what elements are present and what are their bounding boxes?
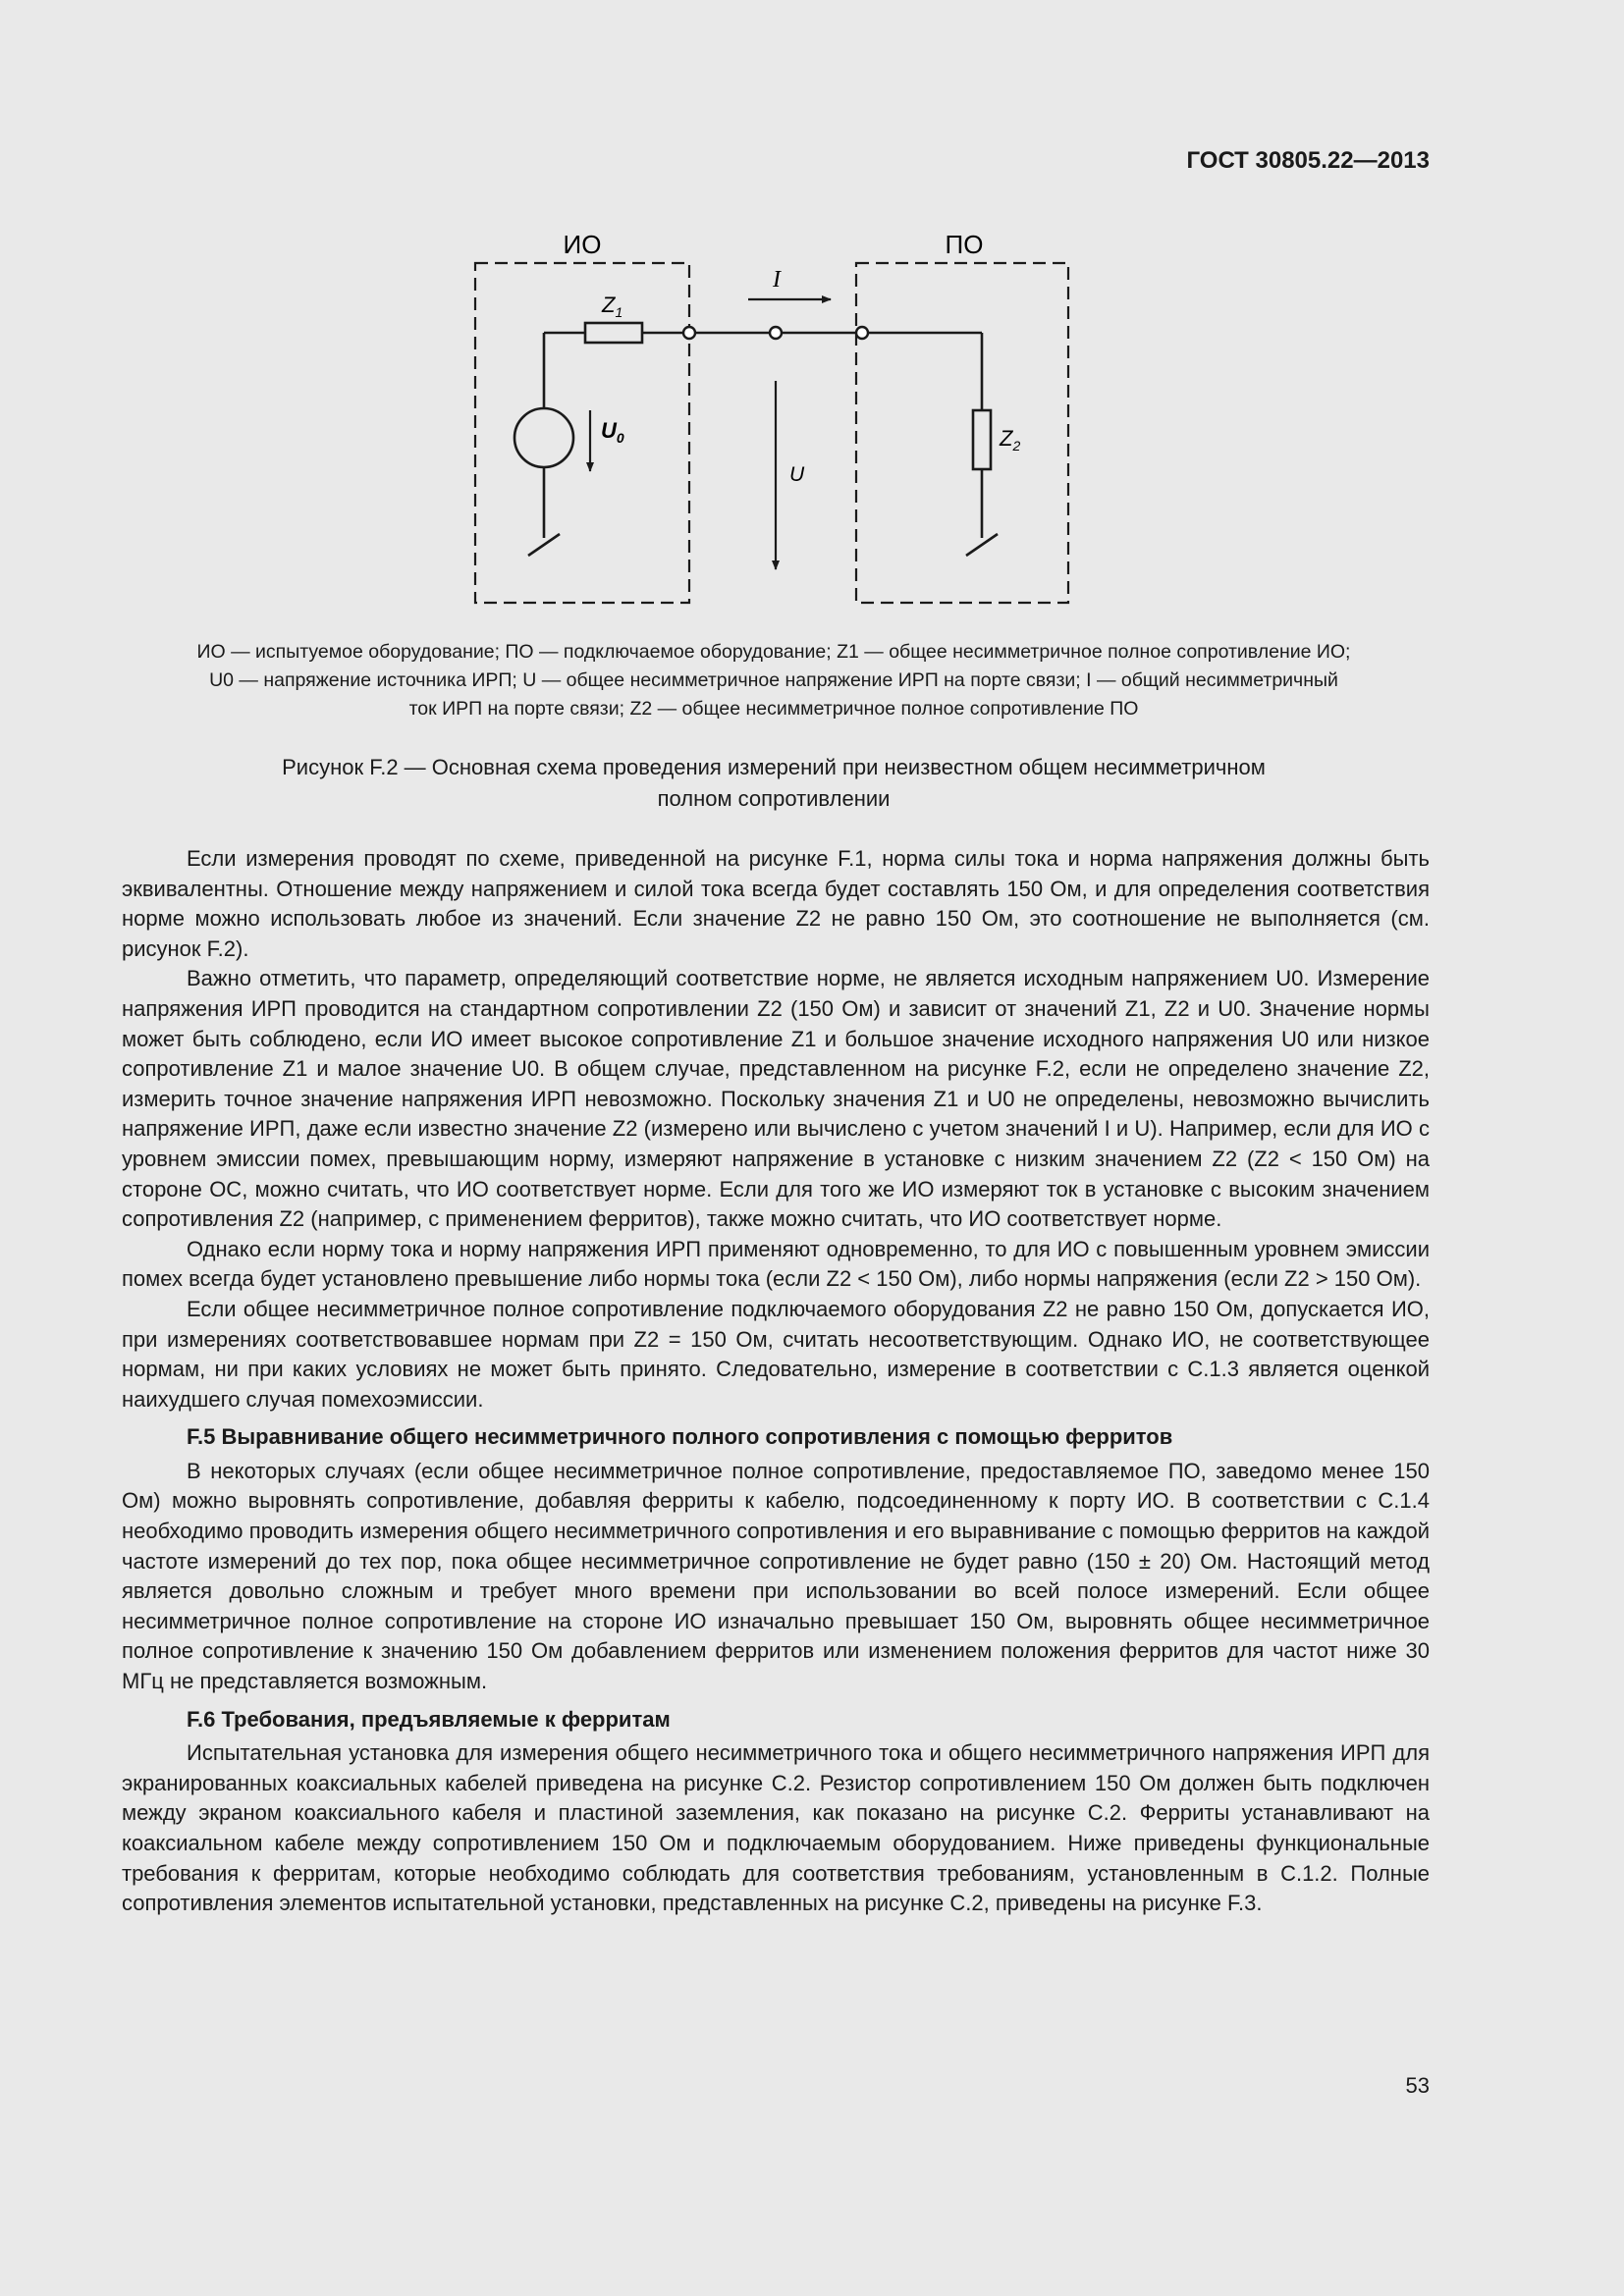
voltage-source-u0	[514, 408, 573, 467]
document-id: ГОСТ 30805.22—2013	[1186, 147, 1430, 174]
section-heading: F.6 Требования, предъявляемые к ферритам	[187, 1706, 671, 1732]
z2-resistor	[973, 410, 991, 469]
figure-caption	[116, 752, 1432, 815]
terminal-ae	[856, 327, 868, 339]
body-text	[122, 844, 1430, 1919]
legend-line: U0 — напряжение источника ИРП; U — общее несимметричное напряжение ИРП на порте связи; I — общий несимметричный	[209, 669, 1338, 691]
page-number: 53	[1405, 2073, 1430, 2098]
paragraph: Испытательная установка для измерения общего несимметричного тока и общего несимметричного напряжения ИРП для экранированных коаксиальных кабелей приведена на рисунке С.2. Резистор сопротивлением 150 Ом должен быть подключен между экраном коаксиального кабеля и пластиной заземления, как показано на рисунке С.2. Ферриты устанавливают на коаксиальном кабеле между сопротивлением 150 Ом и подключаемым оборудованием. Ниже приведены функциональные требования к ферритам, которые необходимо соблюдать для соответствия требованиям, установленным в С.1.2. Полные сопротивления элементов испытательной установки, представленных на рисунке С.2, приведены на рисунке F.3.	[122, 1740, 1430, 1916]
current-label: I	[773, 267, 781, 293]
figure-legend	[116, 638, 1432, 723]
legend-line: ток ИРП на порте связи; Z2 — общее несимметричное полное сопротивление ПО	[408, 698, 1139, 720]
z1-resistor	[585, 323, 642, 343]
paragraph: Однако если норму тока и норму напряжения ИРП применяют одновременно, то для ИО с повышенным уровнем эмиссии помех всегда будет установлено превышение либо нормы тока (если Z2 < 150 Ом), либо нормы напряжения (если Z2 > 150 Ом).	[122, 1236, 1430, 1292]
z2-label: $Z_2$	[1000, 426, 1021, 454]
u0-label: $U_0$	[601, 418, 624, 446]
eut-label: ИО	[563, 230, 602, 259]
legend-line: ИО — испытуемое оборудование; ПО — подключаемое оборудование; Z1 — общее несимметричное полное сопротивление ИО;	[196, 641, 1351, 663]
section-heading: F.5 Выравнивание общего несимметричного полного сопротивления с помощью ферритов	[187, 1424, 1173, 1450]
paragraph: Если общее несимметричное полное сопротивление подключаемого оборудования Z2 не равно 150 Ом, допускается ИО, при измерениях соответствовавшее нормам при Z2 = 150 Ом, считать несоответствующим. Однако ИО, не соответствующее нормам, ни при каких условиях не может быть принято. Следовательно, измерение в соответствии с С.1.3 является оценкой наихудшего случая помехоэмиссии.	[122, 1296, 1430, 1412]
ae-box	[856, 263, 1068, 603]
caption-line: Рисунок F.2 — Основная схема проведения измерений при неизвестном общем несимметричном	[282, 755, 1266, 779]
circuit-diagram	[461, 224, 1090, 616]
terminal-mid	[770, 327, 782, 339]
voltage-label: U	[789, 463, 805, 486]
z1-label: $Z_1$	[602, 293, 623, 320]
caption-line: полном сопротивлении	[657, 786, 891, 811]
paragraph: В некоторых случаях (если общее несимметричное полное сопротивление, предоставляемое ПО, заведомо менее 150 Ом) можно выровнять сопротивление, добавляя ферриты к кабелю, подсоединенному к порту ИО. В соответствии с С.1.4 необходимо проводить измерения общего несимметричного сопротивления и его выравнивание с помощью ферритов на каждой частоте измерений до тех пор, пока общее несимметричное сопротивление не будет равно (150 ± 20) Ом. Настоящий метод является довольно сложным и требует много времени при использовании во всей полосе измерений. Если общее несимметричное полное сопротивление на стороне ИО изначально превышает 150 Ом, выровнять общее несимметричное полное сопротивление к значению 150 Ом добавлением ферритов или изменением положения ферритов для частот ниже 30 МГц не представляется возможным.	[122, 1458, 1430, 1694]
paragraph: Если измерения проводят по схеме, приведенной на рисунке F.1, норма силы тока и норма напряжения должны быть эквивалентны. Отношение между напряжением и силой тока всегда будет составлять 150 Ом, и для определения соответствия норме можно использовать любое из значений. Если значение Z2 не равно 150 Ом, это соотношение не выполняется (см. рисунок F.2).	[122, 846, 1430, 961]
ae-label: ПО	[945, 230, 984, 259]
paragraph: Важно отметить, что параметр, определяющий соответствие норме, не является исходным напряжением U0. Измерение напряжения ИРП проводится на стандартном сопротивлении Z2 (150 Ом) и зависит от значений Z1, Z2 и U0. Значение нормы может быть соблюдено, если ИО имеет высокое сопротивление Z1 и большое значение исходного напряжения U0 или низкое сопротивление Z1 и малое значение U0. В общем случае, представленном на рисунке F.2, если не определено значение Z2, измерить точное значение напряжения ИРП невозможно. Поскольку значения Z1 и U0 не определены, невозможно вычислить напряжение ИРП, даже если известно значение Z2 (измерено или вычислено с учетом значений I и U). Например, если для ИО с уровнем эмиссии помех, превышающим норму, измеряют напряжение в установке с низким значением Z2 (Z2 < 150 Ом) на стороне ОС, можно считать, что ИО соответствует норме. Если для того же ИО измеряют ток в установке с высоким значением сопротивления Z2 (например, с применением ферритов), также можно считать, что ИО соответствует норме.	[122, 966, 1430, 1232]
eut-box	[475, 263, 689, 603]
terminal-eut	[683, 327, 695, 339]
